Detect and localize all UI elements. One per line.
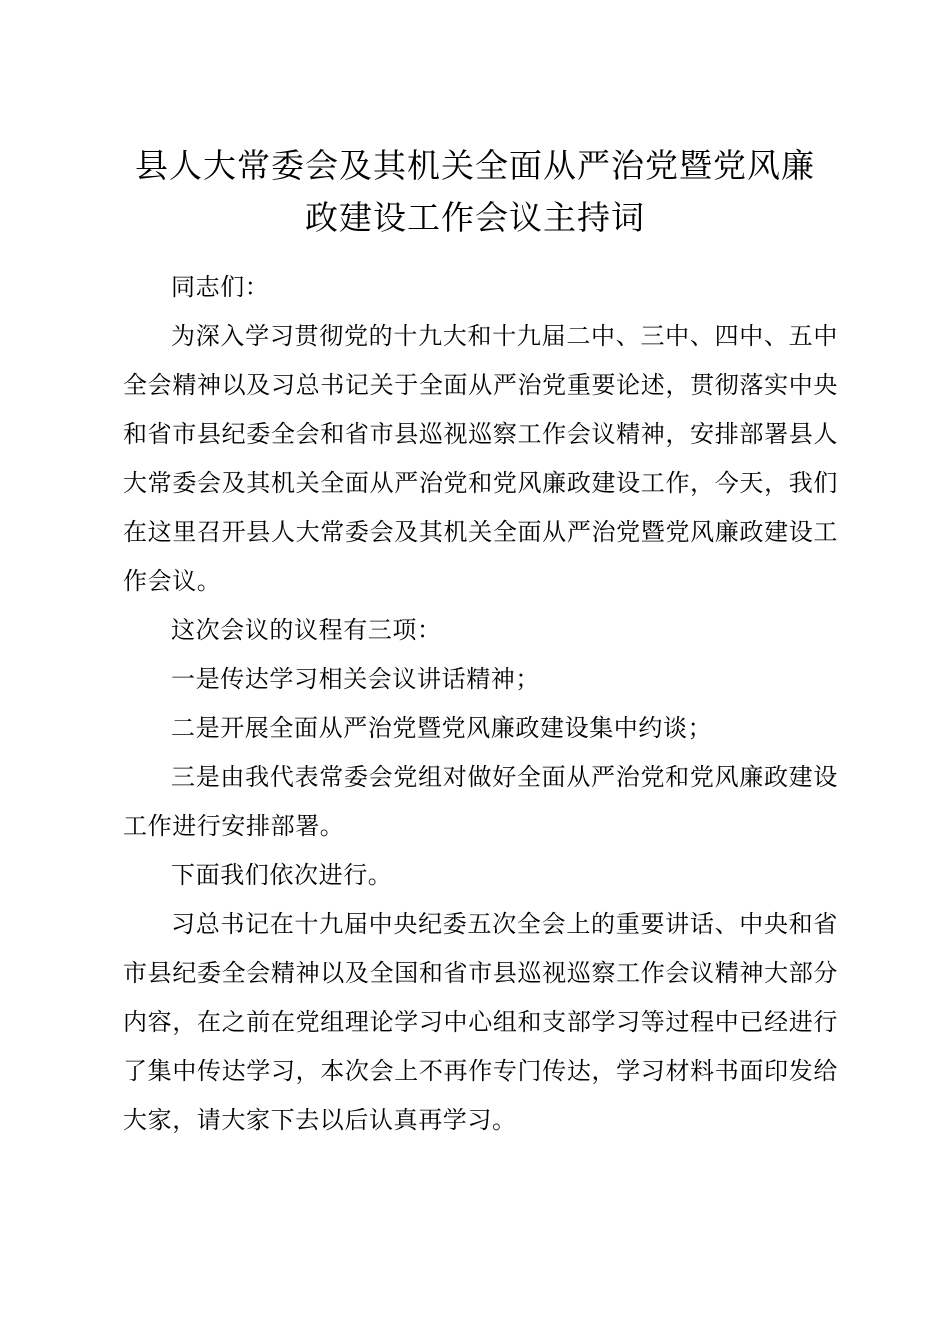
paragraph-study-notes: 习总书记在十九届中央纪委五次全会上的重要讲话、中央和省市县纪委全会精神以及全国和省市县巡视巡察工作会议精神大部分内容，在之前在党组理论学习中心组和支部学习等过程中已经进行了集中传达学习，本次会上不再作专门传达，学习材料书面印发给大家，请大家下去以后认真再学习。 — [123, 910, 838, 1134]
title-line-1: 县人大常委会及其机关全面从严治党暨党风廉 — [135, 146, 815, 185]
document-title — [110, 140, 840, 244]
paragraph-agenda-heading: 这次会议的议程有三项： — [171, 616, 442, 644]
paragraph-agenda-item-3: 三是由我代表常委会党组对做好全面从严治党和党风廉政建设工作进行安排部署。 — [123, 763, 838, 840]
title-line-2: 政建设工作会议主持词 — [305, 198, 645, 237]
paragraph-agenda-item-2: 二是开展全面从严治党暨党风廉政建设集中约谈； — [171, 714, 713, 742]
paragraph-agenda-item-1: 一是传达学习相关会议讲话精神； — [171, 665, 540, 693]
salutation: 同志们： — [171, 273, 270, 301]
paragraph-intro: 为深入学习贯彻党的十九大和十九届二中、三中、四中、五中全会精神以及习总书记关于全面从严治党重要论述，贯彻落实中央和省市县纪委全会和省市县巡视巡察工作会议精神，安排部署县人大常委会及其机关全面从严治党和党风廉政建设工作，今天，我们在这里召开县人大常委会及其机关全面从严治党暨党风廉政建设工作会议。 — [123, 322, 838, 595]
document-body — [123, 263, 838, 1145]
paragraph-proceed: 下面我们依次进行。 — [171, 861, 393, 889]
